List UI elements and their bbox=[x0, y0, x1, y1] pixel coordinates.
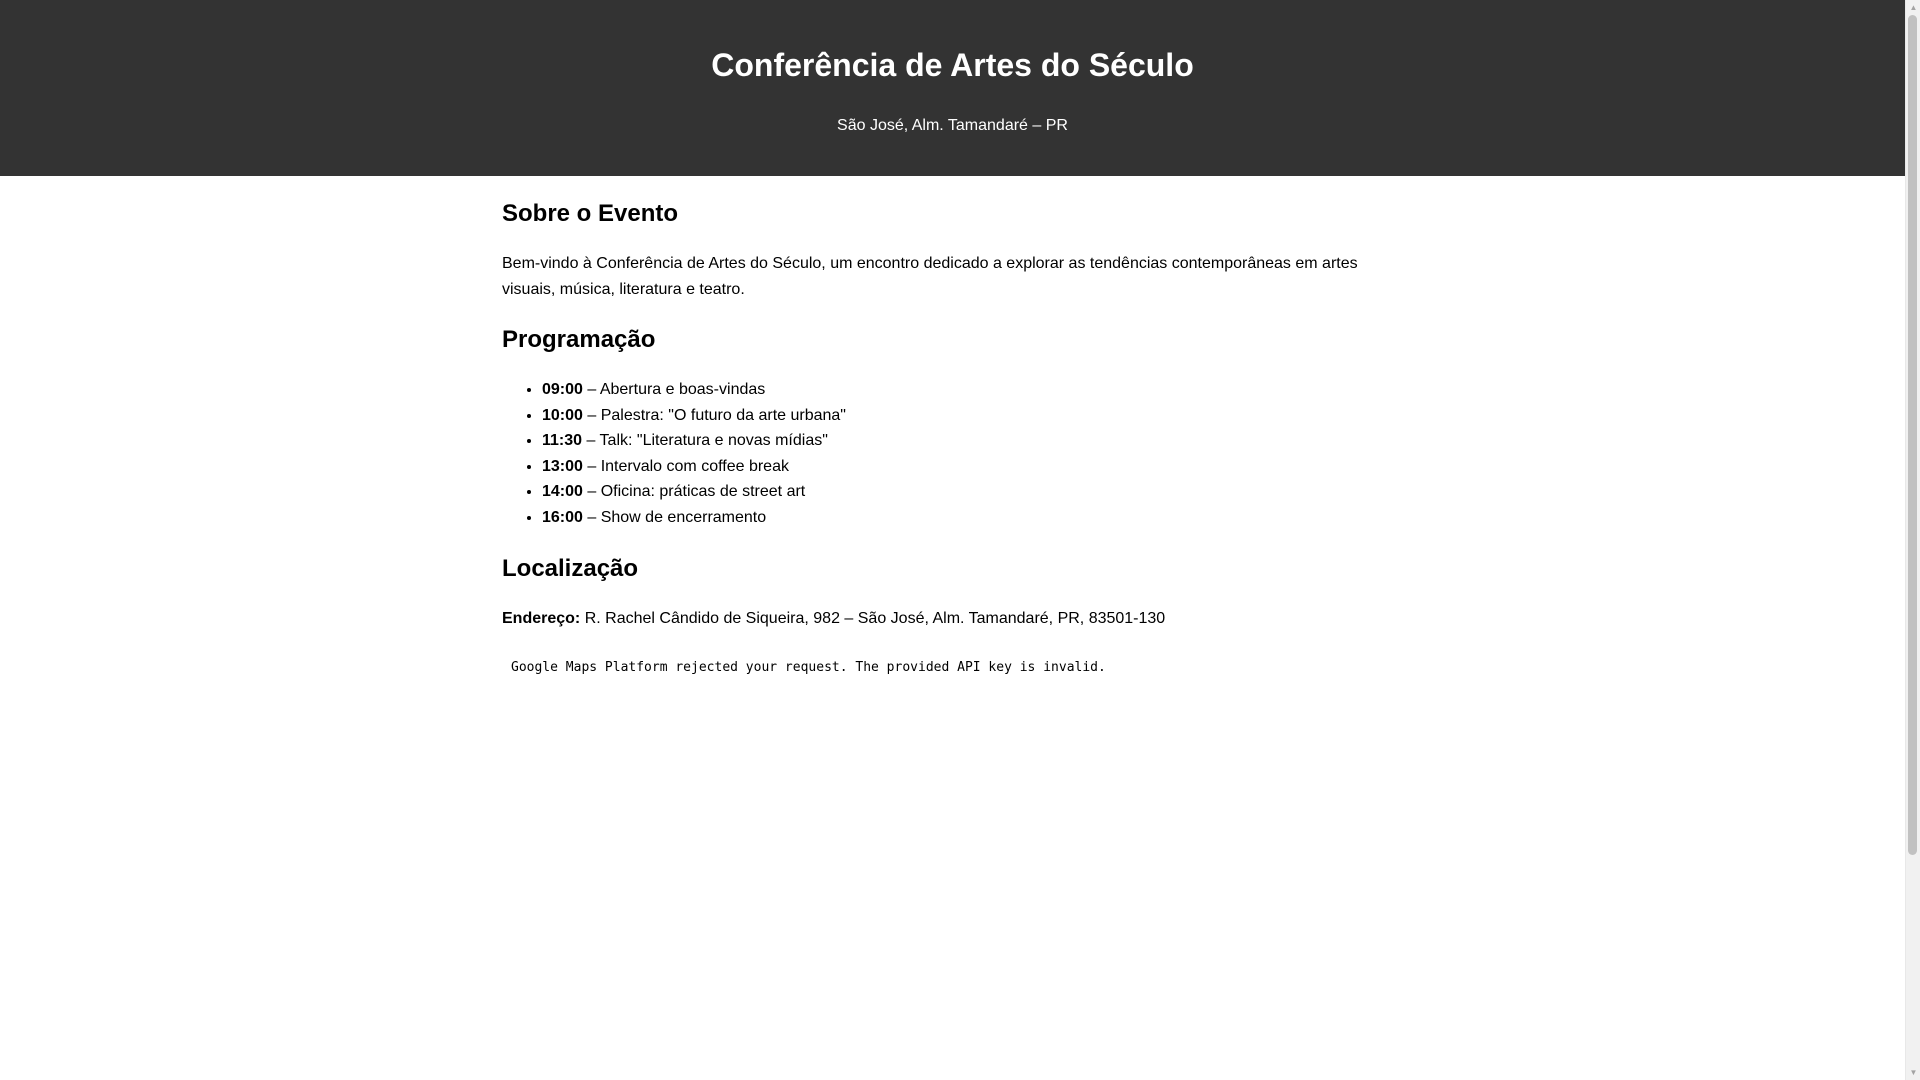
schedule-item bbox=[542, 428, 1362, 454]
scroll-up-arrow-icon[interactable]: ▲ bbox=[1909, 3, 1918, 12]
about-text: Bem-vindo à Conferência de Artes do Século, um encontro dedicado a explorar as tendências contemporâneas em artes visuais, música, literatura e teatro. bbox=[502, 255, 1358, 298]
location-section bbox=[502, 555, 1362, 1074]
address-line bbox=[502, 606, 1362, 632]
schedule-desc: – Oficina: práticas de street art bbox=[582, 483, 806, 500]
site-header bbox=[0, 0, 1905, 176]
map-error-message: Google Maps Platform rejected your request. The provided API key is invalid. bbox=[511, 660, 1106, 675]
schedule-time: 11:30 bbox=[542, 432, 583, 449]
about-heading: Sobre o Evento bbox=[502, 200, 679, 227]
scrollbar-thumb[interactable] bbox=[1908, 15, 1917, 855]
page-title: Conferência de Artes do Século bbox=[711, 47, 1194, 83]
schedule-item bbox=[542, 377, 1362, 403]
program-section bbox=[502, 326, 1362, 530]
about-section bbox=[502, 200, 1362, 303]
schedule-time: 16:00 bbox=[542, 508, 583, 526]
schedule-time: 10:00 bbox=[542, 406, 583, 424]
scroll-down-arrow-icon[interactable]: ▼ bbox=[1909, 1068, 1918, 1077]
schedule-item bbox=[542, 505, 1362, 531]
schedule-item bbox=[542, 479, 1362, 505]
schedule-time: 09:00 bbox=[542, 381, 583, 398]
vertical-scrollbar[interactable] bbox=[1905, 0, 1920, 1080]
schedule-desc: – Talk: "Literatura e novas mídias" bbox=[582, 432, 828, 449]
schedule-desc: – Intervalo com coffee break bbox=[582, 457, 789, 475]
schedule-list bbox=[502, 377, 1362, 530]
page-subtitle: São José, Alm. Tamandaré – PR bbox=[837, 117, 1068, 134]
address-text: R. Rachel Cândido de Siqueira, 982 – São José, Alm. Tamandaré, PR, 83501-130 bbox=[580, 610, 1166, 627]
map-embed[interactable] bbox=[502, 654, 1362, 1074]
location-heading: Localização bbox=[502, 555, 639, 582]
address-label: Endereço: bbox=[502, 610, 581, 627]
schedule-time: 13:00 bbox=[542, 457, 583, 475]
schedule-item bbox=[542, 403, 1362, 429]
schedule-time: 14:00 bbox=[542, 483, 583, 500]
schedule-desc: – Palestra: "O futuro da arte urbana" bbox=[582, 406, 846, 424]
schedule-item bbox=[542, 454, 1362, 480]
schedule-desc: – Abertura e boas-vindas bbox=[582, 381, 766, 398]
schedule-desc: – Show de encerramento bbox=[582, 508, 767, 526]
program-heading: Programação bbox=[502, 326, 656, 353]
main-content bbox=[502, 176, 1362, 1074]
